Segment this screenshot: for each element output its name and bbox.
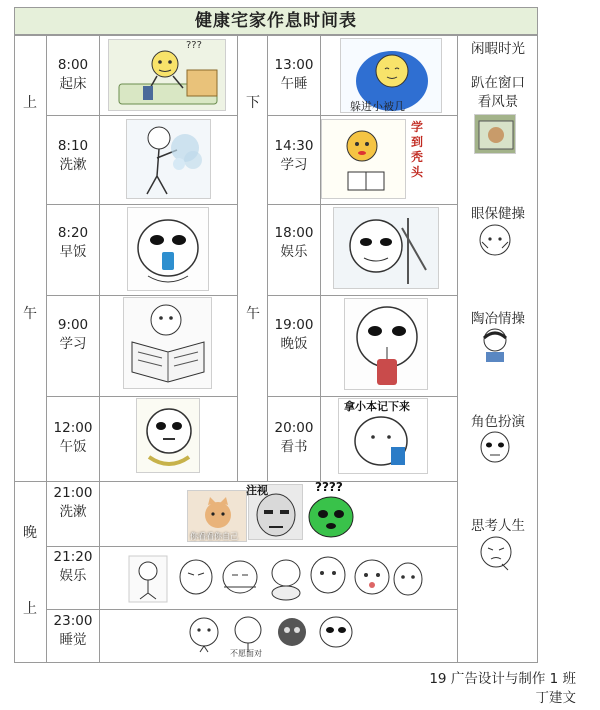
leisure-item: 思考人生 (471, 518, 525, 534)
activity-text: 晚饭 (280, 336, 308, 352)
period-label-afternoon: 午 (246, 306, 260, 322)
divider (99, 35, 100, 663)
divider (237, 35, 238, 481)
leisure-item: 陶冶情操 (471, 311, 525, 327)
time-text: 14:30 (274, 138, 314, 154)
activity-text: 午饭 (59, 439, 87, 455)
sticker-study-bald (321, 119, 406, 199)
sticker-caption: 不愿面对 (230, 649, 262, 658)
schedule-time-cell (268, 419, 320, 457)
sticker-lunch-drawing (137, 399, 200, 473)
author-name: 丁建文 (535, 690, 576, 706)
time-text: 13:00 (274, 57, 314, 73)
sticker-breakfast-drawing (128, 208, 209, 291)
activity-text: 睡觉 (59, 632, 87, 648)
page-title: 健康宅家作息时间表 (14, 7, 538, 35)
schedule-time-cell (47, 612, 99, 650)
sticker-strip-fun (128, 553, 424, 605)
divider (267, 295, 458, 296)
divider (46, 609, 458, 610)
period-label-morning: 午 (23, 306, 37, 322)
activity-text: 看书 (280, 439, 308, 455)
sticker-caption: 注视 (246, 484, 268, 497)
schedule-time-cell (47, 548, 99, 586)
divider (457, 35, 458, 663)
sticker-wash-drawing (127, 120, 211, 199)
sticker-strip-sleep (186, 612, 366, 660)
class-name: 19 广告设计与制作 1 班 (429, 671, 576, 687)
sticker-green-panda-drawing (304, 490, 359, 540)
schedule-time-cell (268, 316, 320, 354)
sticker-strip-sleep-drawing (186, 612, 366, 660)
sticker-wash (126, 119, 211, 199)
schedule-time-cell (47, 419, 99, 457)
activity-text: 娱乐 (280, 244, 308, 260)
time-text: 12:00 (53, 420, 93, 436)
sticker-lunch (136, 398, 200, 473)
activity-text: 娱乐 (59, 568, 87, 584)
sticker-wake-up-drawing (109, 40, 226, 111)
sticker-thinking (476, 534, 516, 574)
schedule-time-cell (47, 224, 99, 262)
activity-text: 学习 (280, 157, 308, 173)
schedule-time-cell (47, 137, 99, 175)
sticker-eye-exercise (476, 222, 514, 262)
divider (267, 115, 458, 116)
sticker-caption: 躲进小被几 (350, 100, 405, 113)
schedule-time-cell (47, 484, 99, 522)
sticker-window (474, 114, 516, 154)
sticker-play (333, 207, 439, 289)
sticker-caption: 你看看你自己 (190, 532, 238, 541)
leisure-item: 眼保健操 (471, 206, 525, 222)
sticker-caption: ???? (315, 480, 343, 494)
activity-text: 洗漱 (59, 504, 87, 520)
sticker-dinner-drawing (345, 299, 428, 390)
sticker-window-drawing (475, 115, 516, 154)
sticker-breakfast (127, 207, 209, 291)
schedule-time-cell (268, 137, 320, 175)
sticker-dinner (344, 298, 428, 390)
period-label-evening: 晚 (23, 525, 37, 541)
sticker-study-drawing (124, 298, 212, 389)
leisure-item: 角色扮演 (471, 414, 525, 430)
schedule-time-cell (47, 56, 99, 94)
activity-text: 午睡 (280, 76, 308, 92)
divider (14, 481, 458, 482)
time-text: 9:00 (57, 317, 89, 333)
divider (46, 546, 458, 547)
period-label-morning: 上 (23, 95, 37, 111)
time-text: 20:00 (274, 420, 314, 436)
period-label-afternoon: 下 (246, 95, 260, 111)
time-text: 8:20 (57, 225, 89, 241)
divider (46, 396, 238, 397)
sticker-caption: 拿小本记下来 (344, 400, 410, 413)
sticker-study-bald-drawing (322, 120, 406, 199)
divider (46, 115, 238, 116)
sticker-art-drawing (478, 326, 512, 364)
time-text: 21:20 (53, 549, 93, 565)
activity-text: 学习 (59, 336, 87, 352)
sticker-thinking-drawing (476, 534, 516, 574)
time-text: 21:00 (53, 485, 93, 501)
sticker-roleplay (478, 429, 512, 469)
leisure-header: 闲暇时光 (471, 41, 525, 57)
time-text: 23:00 (53, 613, 93, 629)
schedule-time-cell (268, 56, 320, 94)
sticker-play-drawing (334, 208, 439, 289)
schedule-time-cell (268, 224, 320, 262)
time-text: 18:00 (274, 225, 314, 241)
sticker-green-panda (304, 490, 359, 540)
time-text: 19:00 (274, 317, 314, 333)
divider (46, 204, 238, 205)
schedule-time-cell (47, 316, 99, 354)
activity-text: 起床 (59, 76, 87, 92)
divider (320, 35, 321, 481)
sticker-wake-up (108, 39, 226, 111)
divider (267, 204, 458, 205)
sticker-art (478, 326, 512, 364)
sticker-roleplay-drawing (478, 429, 512, 469)
time-text: 8:10 (57, 138, 89, 154)
sticker-eye-exercise-drawing (476, 222, 514, 262)
divider (267, 396, 458, 397)
sticker-caption: ??? (186, 40, 202, 51)
sticker-study (123, 297, 212, 389)
time-text: 8:00 (57, 57, 89, 73)
period-label-evening: 上 (23, 601, 37, 617)
activity-text: 早饭 (59, 244, 87, 260)
sticker-strip-fun-drawing (128, 553, 424, 605)
leisure-item: 趴在窗口看风景 (471, 75, 525, 110)
activity-text: 洗漱 (59, 157, 87, 173)
divider (46, 295, 238, 296)
sticker-caption: 学到秃头 (411, 120, 424, 179)
